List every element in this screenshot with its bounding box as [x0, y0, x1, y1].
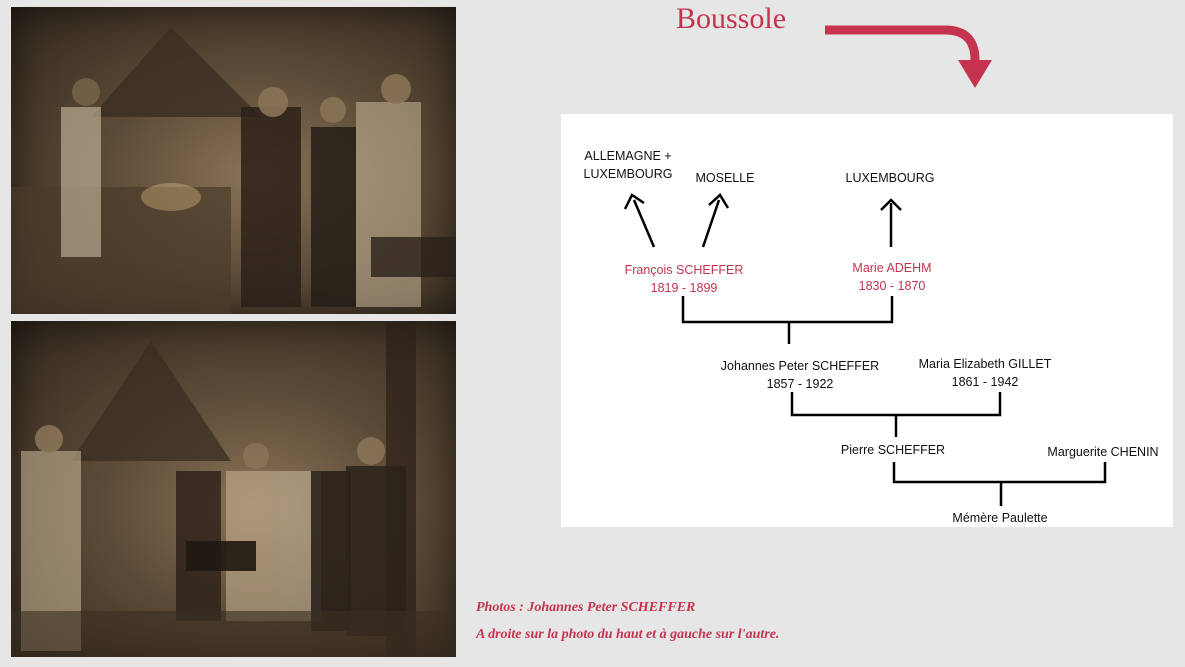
family-tree [561, 114, 1173, 527]
johannes-scheffer-dates: 1857 - 1922 [766, 377, 834, 391]
marie-adehm-name: Marie ADEHM [852, 261, 932, 275]
forge-workers-photo-bottom [11, 321, 456, 657]
memere-paulette-name: Mémère Paulette [952, 511, 1048, 525]
origin-allemagne-luxembourg-line2: LUXEMBOURG [583, 167, 673, 181]
maria-gillet-dates: 1861 - 1942 [951, 375, 1019, 389]
francois-scheffer-dates: 1819 - 1899 [650, 281, 718, 295]
forge-workers-photo-top [11, 7, 456, 314]
johannes-scheffer-name: Johannes Peter SCHEFFER [720, 359, 880, 373]
origin-moselle: MOSELLE [695, 171, 755, 185]
page-title: Boussole [676, 2, 787, 35]
top-photo [11, 7, 456, 314]
compass-arrow-icon [820, 14, 1000, 94]
origin-luxembourg: LUXEMBOURG [845, 171, 935, 185]
maria-gillet-name: Maria Elizabeth GILLET [918, 357, 1052, 371]
photo-caption-line2: A droite sur la photo du haut et à gauche sur l'autre. [476, 627, 780, 642]
photo-caption-line1: Photos : Johannes Peter SCHEFFER [476, 600, 696, 615]
pierre-scheffer-name: Pierre SCHEFFER [840, 443, 946, 457]
origin-allemagne-luxembourg: ALLEMAGNE + [584, 149, 672, 163]
marguerite-chenin-name: Marguerite CHENIN [1047, 445, 1159, 459]
marie-adehm-dates: 1830 - 1870 [858, 279, 926, 293]
francois-scheffer-name: François SCHEFFER [624, 263, 744, 277]
bottom-photo [11, 321, 456, 657]
